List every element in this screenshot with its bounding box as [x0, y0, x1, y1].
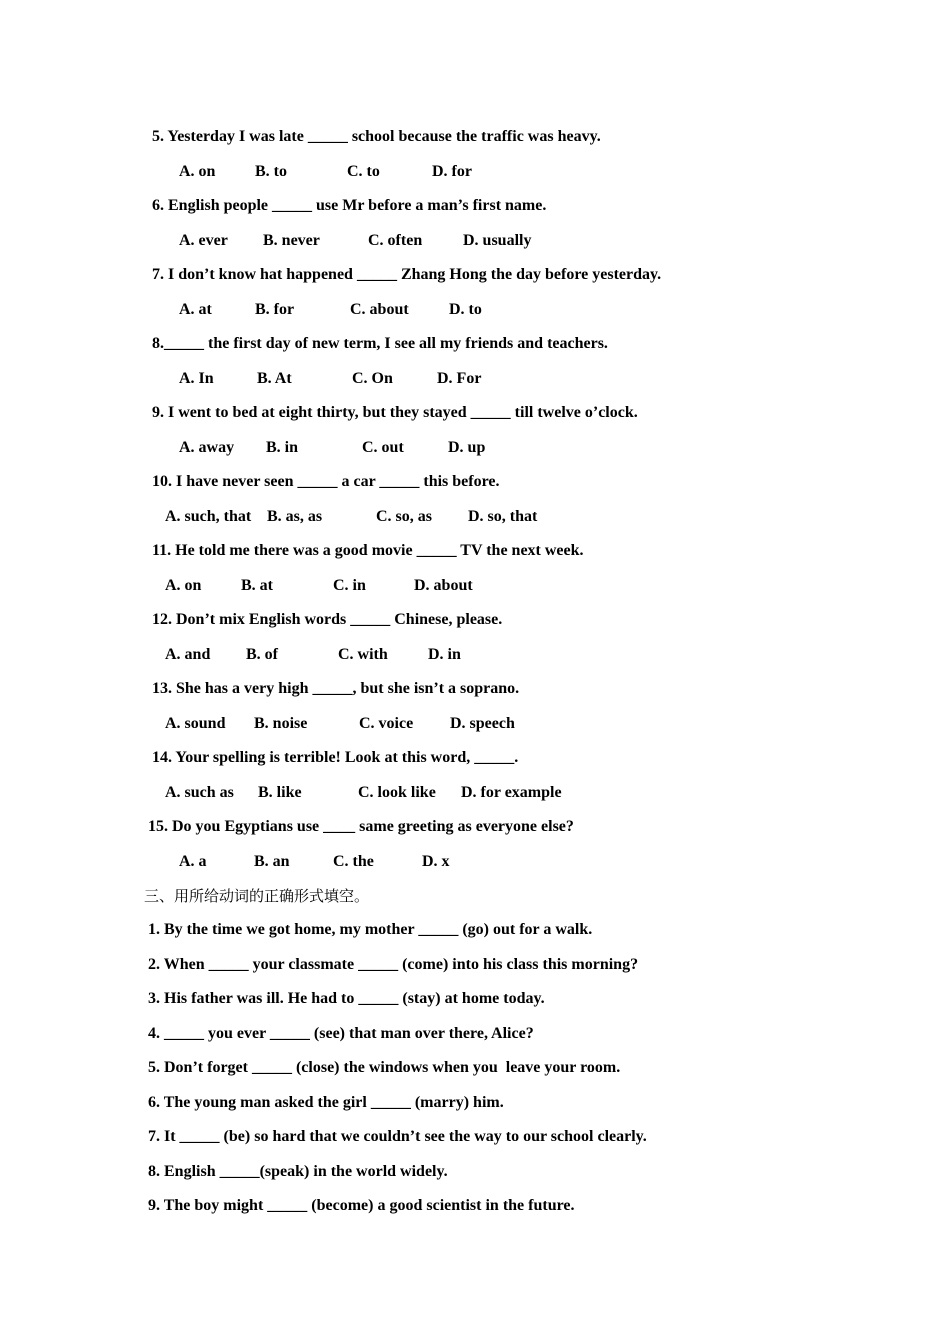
fill-item-5: 5. Don’t forget _____ (close) the windows when you leave your room. — [148, 1059, 621, 1076]
option-d: D. for — [432, 163, 472, 180]
fill-item-9: 9. The boy might _____ (become) a good scientist in the future. — [148, 1197, 575, 1214]
option-a: A. such, that — [165, 508, 252, 525]
option-d: D. up — [448, 439, 486, 456]
option-b: B. an — [254, 853, 290, 870]
option-c: C. to — [347, 163, 380, 180]
question-15: 15. Do you Egyptians use ____ same greeting as everyone else? — [148, 818, 574, 835]
question-10: 10. I have never seen _____ a car _____ this before. — [152, 473, 500, 490]
fill-item-1: 1. By the time we got home, my mother _____ (go) out for a walk. — [148, 921, 593, 938]
option-b: B. never — [263, 232, 320, 249]
option-d: D. in — [428, 646, 461, 663]
option-b: B. At — [257, 370, 292, 387]
option-c: C. the — [333, 853, 374, 870]
option-a: A. In — [179, 370, 214, 387]
option-a: A. on — [179, 163, 216, 180]
option-b: B. for — [255, 301, 295, 318]
fill-item-8: 8. English _____(speak) in the world widely. — [148, 1163, 448, 1180]
option-d: D. speech — [450, 715, 515, 732]
question-9: 9. I went to bed at eight thirty, but they stayed _____ till twelve o’clock. — [152, 404, 638, 421]
fill-item-4: 4. _____ you ever _____ (see) that man over there, Alice? — [148, 1025, 534, 1042]
question-13: 13. She has a very high _____, but she isn’t a soprano. — [152, 680, 520, 697]
option-b: B. at — [241, 577, 273, 594]
section-heading: 三、用所给动词的正确形式填空。 — [144, 887, 370, 905]
question-11: 11. He told me there was a good movie _____ TV the next week. — [152, 542, 584, 559]
question-12: 12. Don’t mix English words _____ Chinese, please. — [152, 611, 503, 628]
option-c: C. with — [338, 646, 388, 663]
question-6: 6. English people _____ use Mr before a man’s first name. — [152, 197, 547, 214]
option-b: B. as, as — [267, 508, 323, 525]
option-d: D. so, that — [468, 508, 538, 525]
fill-item-6: 6. The young man asked the girl _____ (marry) him. — [148, 1094, 504, 1111]
option-d: D. about — [414, 577, 473, 594]
question-8: 8._____ the first day of new term, I see all my friends and teachers. — [152, 335, 608, 352]
option-b: B. to — [255, 163, 287, 180]
option-d: D. For — [437, 370, 482, 387]
option-a: A. and — [165, 646, 211, 663]
option-a: A. away — [179, 439, 235, 456]
option-c: C. often — [368, 232, 423, 249]
option-a: A. at — [179, 301, 212, 318]
option-b: B. noise — [254, 715, 308, 732]
question-7: 7. I don’t know hat happened _____ Zhang Hong the day before yesterday. — [152, 266, 662, 283]
option-c: C. On — [352, 370, 393, 387]
option-d: D. x — [422, 853, 450, 870]
question-5: 5. Yesterday I was late _____ school because the traffic was heavy. — [152, 128, 601, 145]
option-a: A. sound — [165, 715, 226, 732]
option-c: C. so, as — [376, 508, 433, 525]
option-a: A. a — [179, 853, 207, 870]
option-a: A. ever — [179, 232, 228, 249]
option-d: D. usually — [463, 232, 532, 249]
fill-item-3: 3. His father was ill. He had to _____ (stay) at home today. — [148, 990, 545, 1007]
option-c: C. about — [350, 301, 409, 318]
option-c: C. voice — [359, 715, 414, 732]
option-c: C. in — [333, 577, 366, 594]
option-a: A. on — [165, 577, 202, 594]
option-c: C. look like — [358, 784, 436, 801]
fill-item-7: 7. It _____ (be) so hard that we couldn’t see the way to our school clearly. — [148, 1128, 647, 1145]
option-d: D. for example — [461, 784, 562, 801]
question-14: 14. Your spelling is terrible! Look at this word, _____. — [152, 749, 519, 766]
option-c: C. out — [362, 439, 404, 456]
option-a: A. such as — [165, 784, 234, 801]
option-b: B. in — [266, 439, 299, 456]
option-b: B. of — [246, 646, 278, 663]
option-b: B. like — [258, 784, 302, 801]
fill-item-2: 2. When _____ your classmate _____ (come) into his class this morning? — [148, 956, 639, 973]
option-d: D. to — [449, 301, 482, 318]
